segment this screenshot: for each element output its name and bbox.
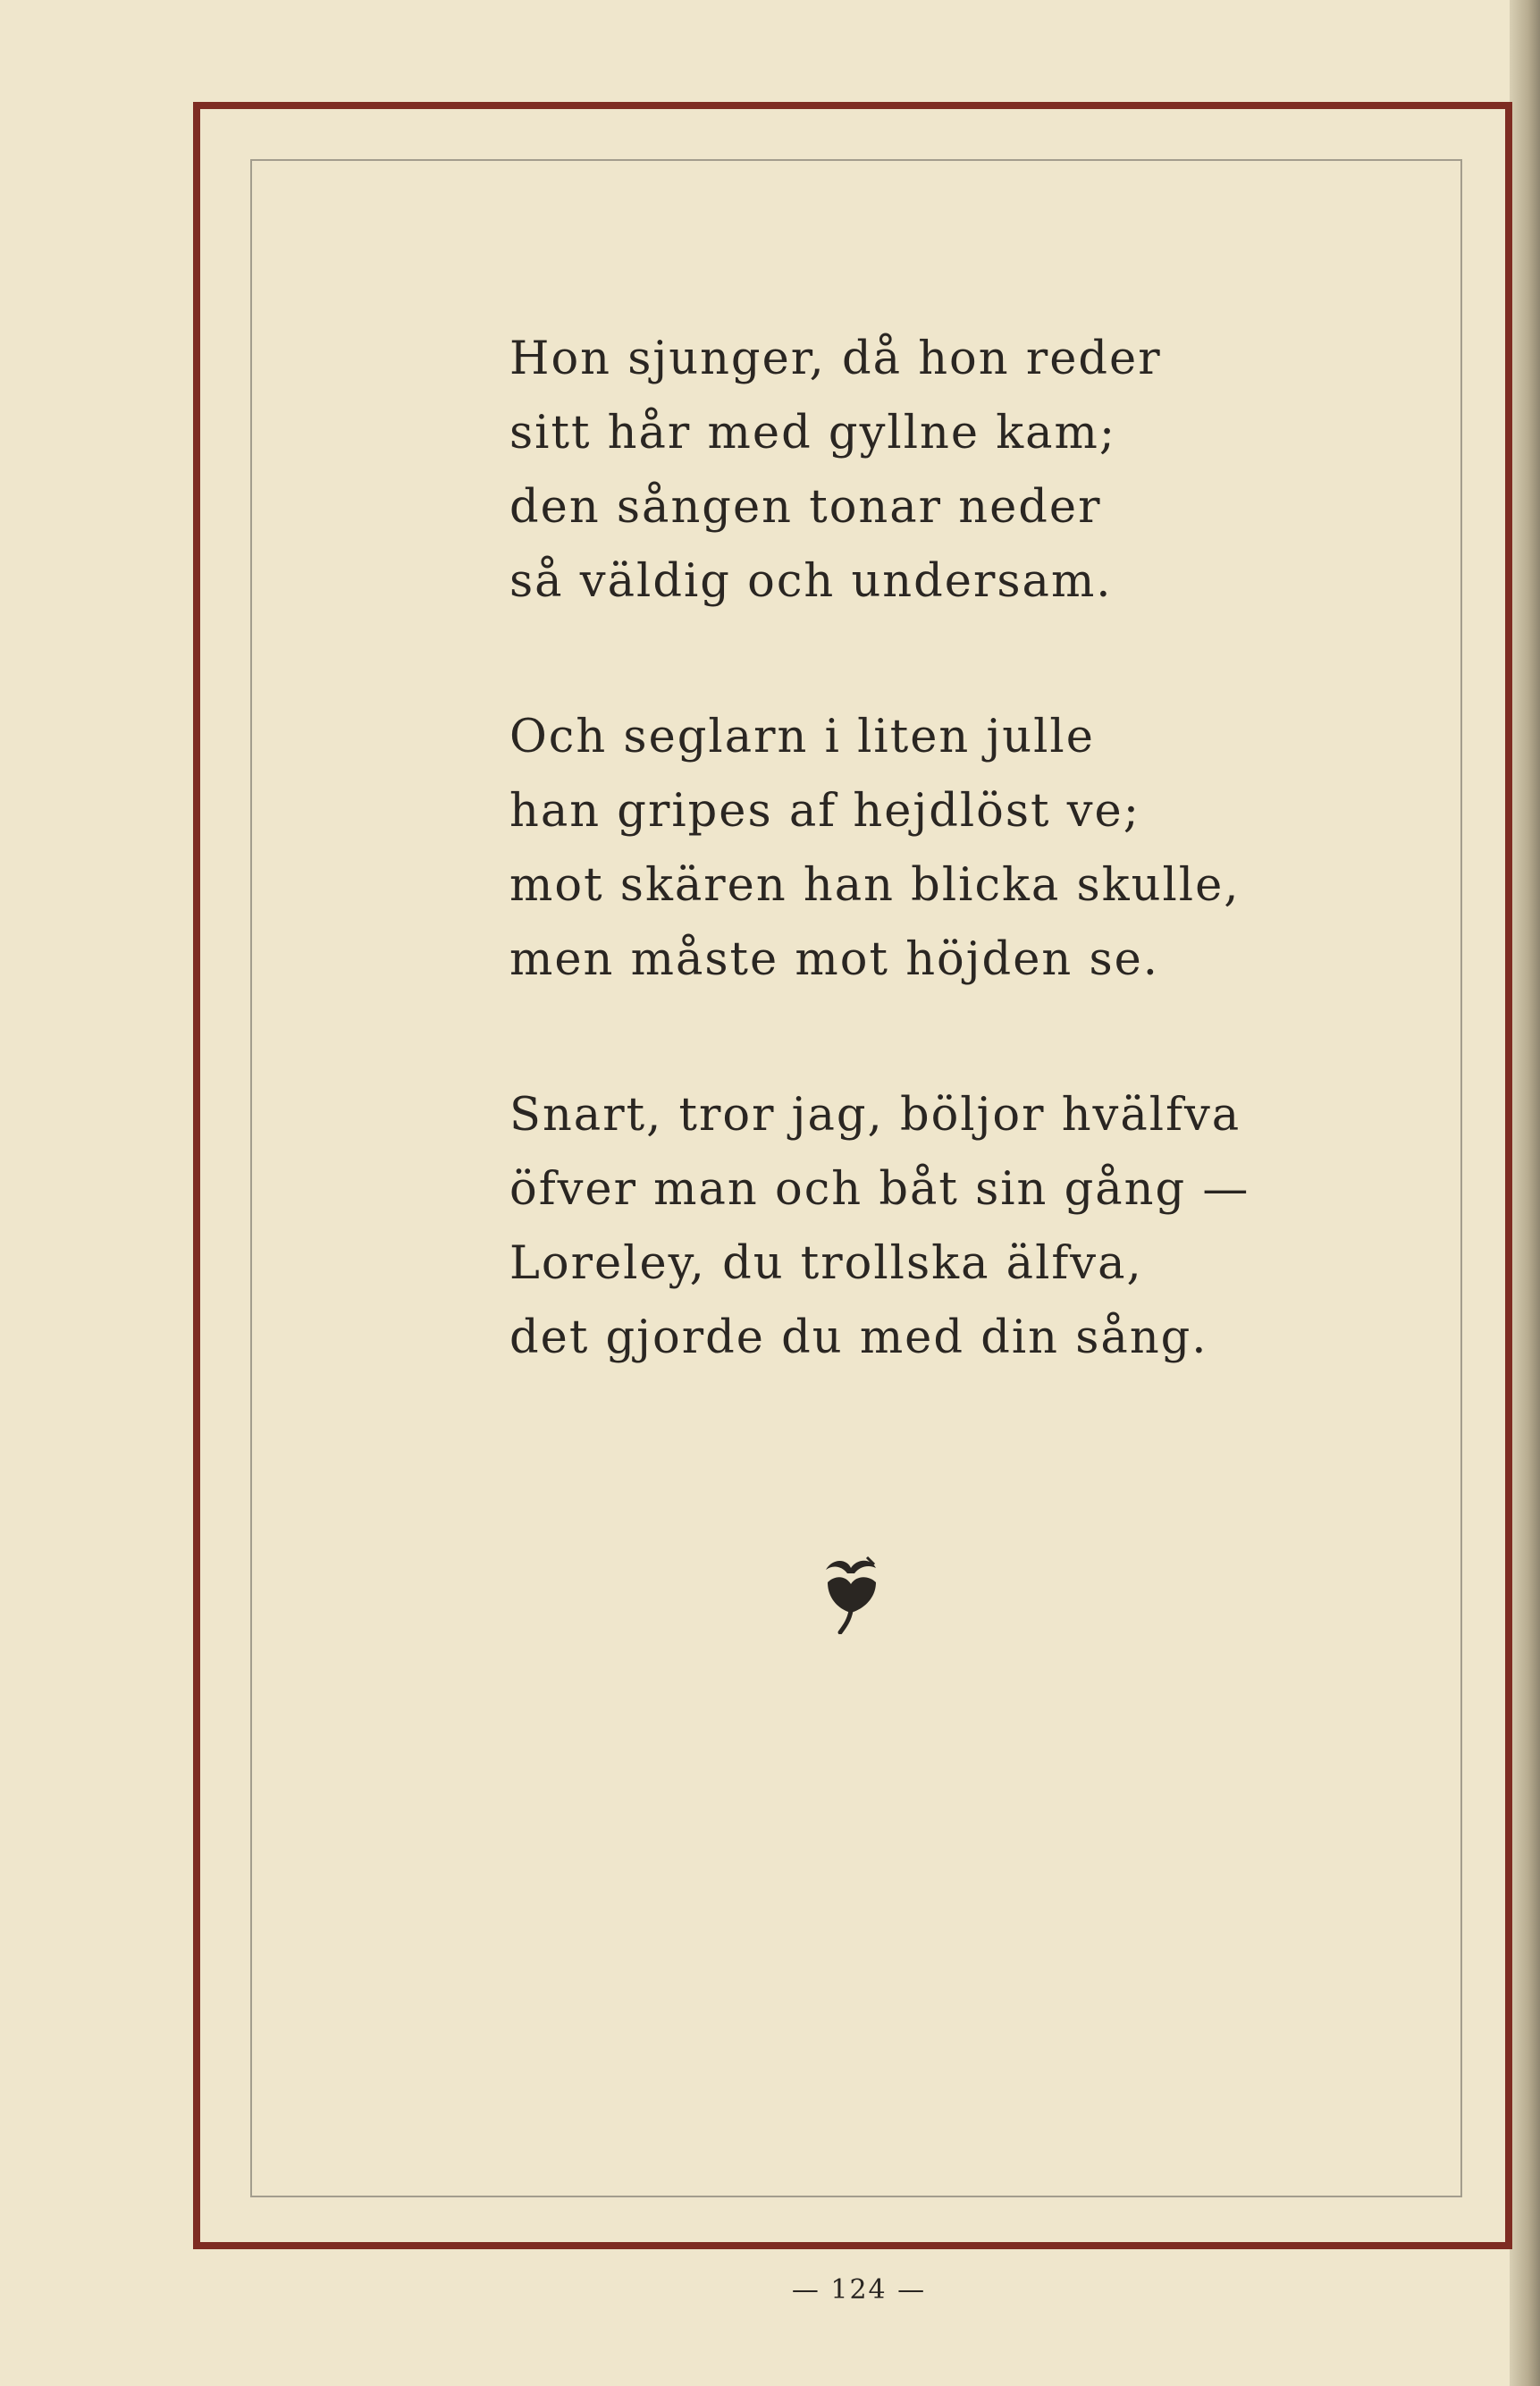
poem-line: men måste mot höjden se. [509,933,1160,986]
poem-line: så väldig och undersam. [509,555,1113,608]
poem-line: Loreley, du trollska älfva, [509,1237,1143,1290]
vine-leaf-ornament-icon [820,1554,881,1634]
page-edge [1510,0,1540,2386]
poem-text [509,322,1314,1456]
stanza-2 [509,700,1314,997]
poem-line: Hon sjunger, då hon reder [509,333,1162,385]
poem-line: det gjorde du med din sång. [509,1311,1208,1364]
stanza-1 [509,322,1314,619]
stanza-3 [509,1078,1314,1375]
poem-line: Snart, tror jag, böljor hvälfva [509,1089,1241,1142]
poem-line: mot skären han blicka skulle, [509,859,1241,912]
poem-line: sitt hår med gyllne kam; [509,407,1117,459]
poem-line: han gripes af hejdlöst ve; [509,785,1140,838]
poem-line: Och seglarn i liten julle [509,711,1095,763]
page-number: — 124 — [791,2274,927,2306]
poem-line: öfver man och båt sin gång — [509,1163,1250,1216]
poem-line: den sången tonar neder [509,481,1102,534]
